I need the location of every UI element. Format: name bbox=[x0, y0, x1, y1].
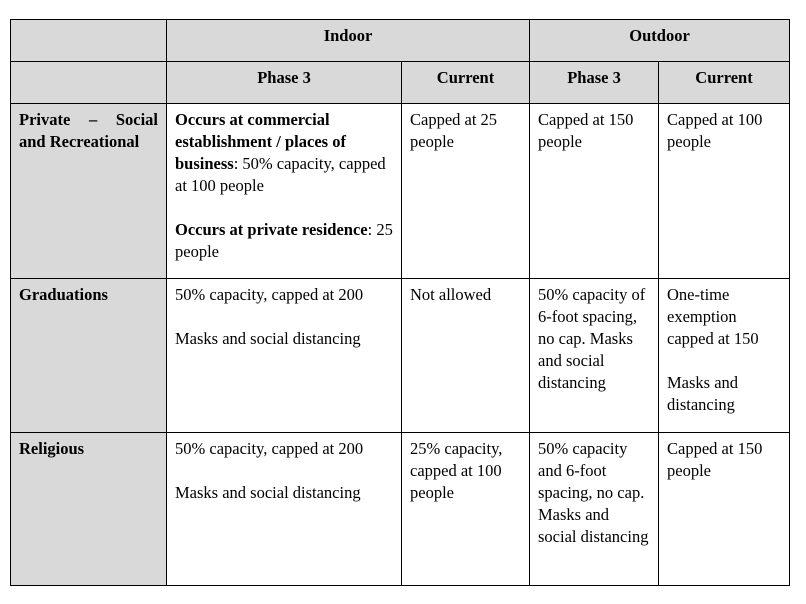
text: : 50% capacity, capped at 100 people bbox=[175, 154, 386, 195]
cell-paragraph bbox=[175, 109, 393, 197]
cell-paragraph: 50% capacity, capped at 200 bbox=[175, 439, 364, 458]
graduations-outdoor-phase3: 50% capacity of 6-foot spacing, no cap. Masks and social distancing bbox=[530, 279, 659, 433]
table-row bbox=[11, 279, 790, 433]
private-outdoor-current: Capped at 100 people bbox=[659, 104, 790, 279]
restrictions-table bbox=[10, 19, 790, 586]
graduations-outdoor-current bbox=[659, 279, 790, 433]
header-row-1 bbox=[11, 20, 790, 62]
bold-text: Occurs at commercial establishment / places of business bbox=[175, 110, 346, 173]
religious-outdoor-current: Capped at 150 people bbox=[659, 433, 790, 586]
corner-cell-2 bbox=[11, 62, 167, 104]
row-label-line: Private – Social bbox=[19, 110, 158, 129]
cell-paragraph: Masks and social distancing bbox=[175, 329, 361, 348]
cell-paragraph: 50% capacity, capped at 200 bbox=[175, 285, 364, 304]
table-row bbox=[11, 104, 790, 279]
cell-paragraph: Masks and social distancing bbox=[175, 483, 361, 502]
corner-cell bbox=[11, 20, 167, 62]
graduations-indoor-current: Not allowed bbox=[402, 279, 530, 433]
cell-paragraph: Masks and distancing bbox=[667, 373, 739, 414]
religious-indoor-current: 25% capacity, capped at 100 people bbox=[402, 433, 530, 586]
private-indoor-phase3 bbox=[167, 104, 402, 279]
outdoor-header: Outdoor bbox=[530, 20, 790, 62]
row-label-line: and Recreational bbox=[19, 132, 140, 151]
table-row bbox=[11, 433, 790, 586]
outdoor-phase3-header: Phase 3 bbox=[530, 62, 659, 104]
text: : 25 people bbox=[175, 220, 393, 261]
religious-outdoor-phase3: 50% capacity and 6-foot spacing, no cap. Masks and social distancing bbox=[530, 433, 659, 586]
indoor-header: Indoor bbox=[167, 20, 530, 62]
private-indoor-current: Capped at 25 people bbox=[402, 104, 530, 279]
cell-paragraph: One-time exemption capped at 150 bbox=[667, 285, 759, 348]
cell-paragraph bbox=[175, 219, 393, 263]
bold-text: Occurs at private residence bbox=[175, 220, 368, 239]
religious-indoor-phase3 bbox=[167, 433, 402, 586]
indoor-current-header: Current bbox=[402, 62, 530, 104]
outdoor-current-header: Current bbox=[659, 62, 790, 104]
graduations-indoor-phase3 bbox=[167, 279, 402, 433]
private-outdoor-phase3: Capped at 150 people bbox=[530, 104, 659, 279]
row-label-graduations: Graduations bbox=[11, 279, 167, 433]
row-label-religious: Religious bbox=[11, 433, 167, 586]
indoor-phase3-header: Phase 3 bbox=[167, 62, 402, 104]
header-row-2 bbox=[11, 62, 790, 104]
row-label-private bbox=[11, 104, 167, 279]
